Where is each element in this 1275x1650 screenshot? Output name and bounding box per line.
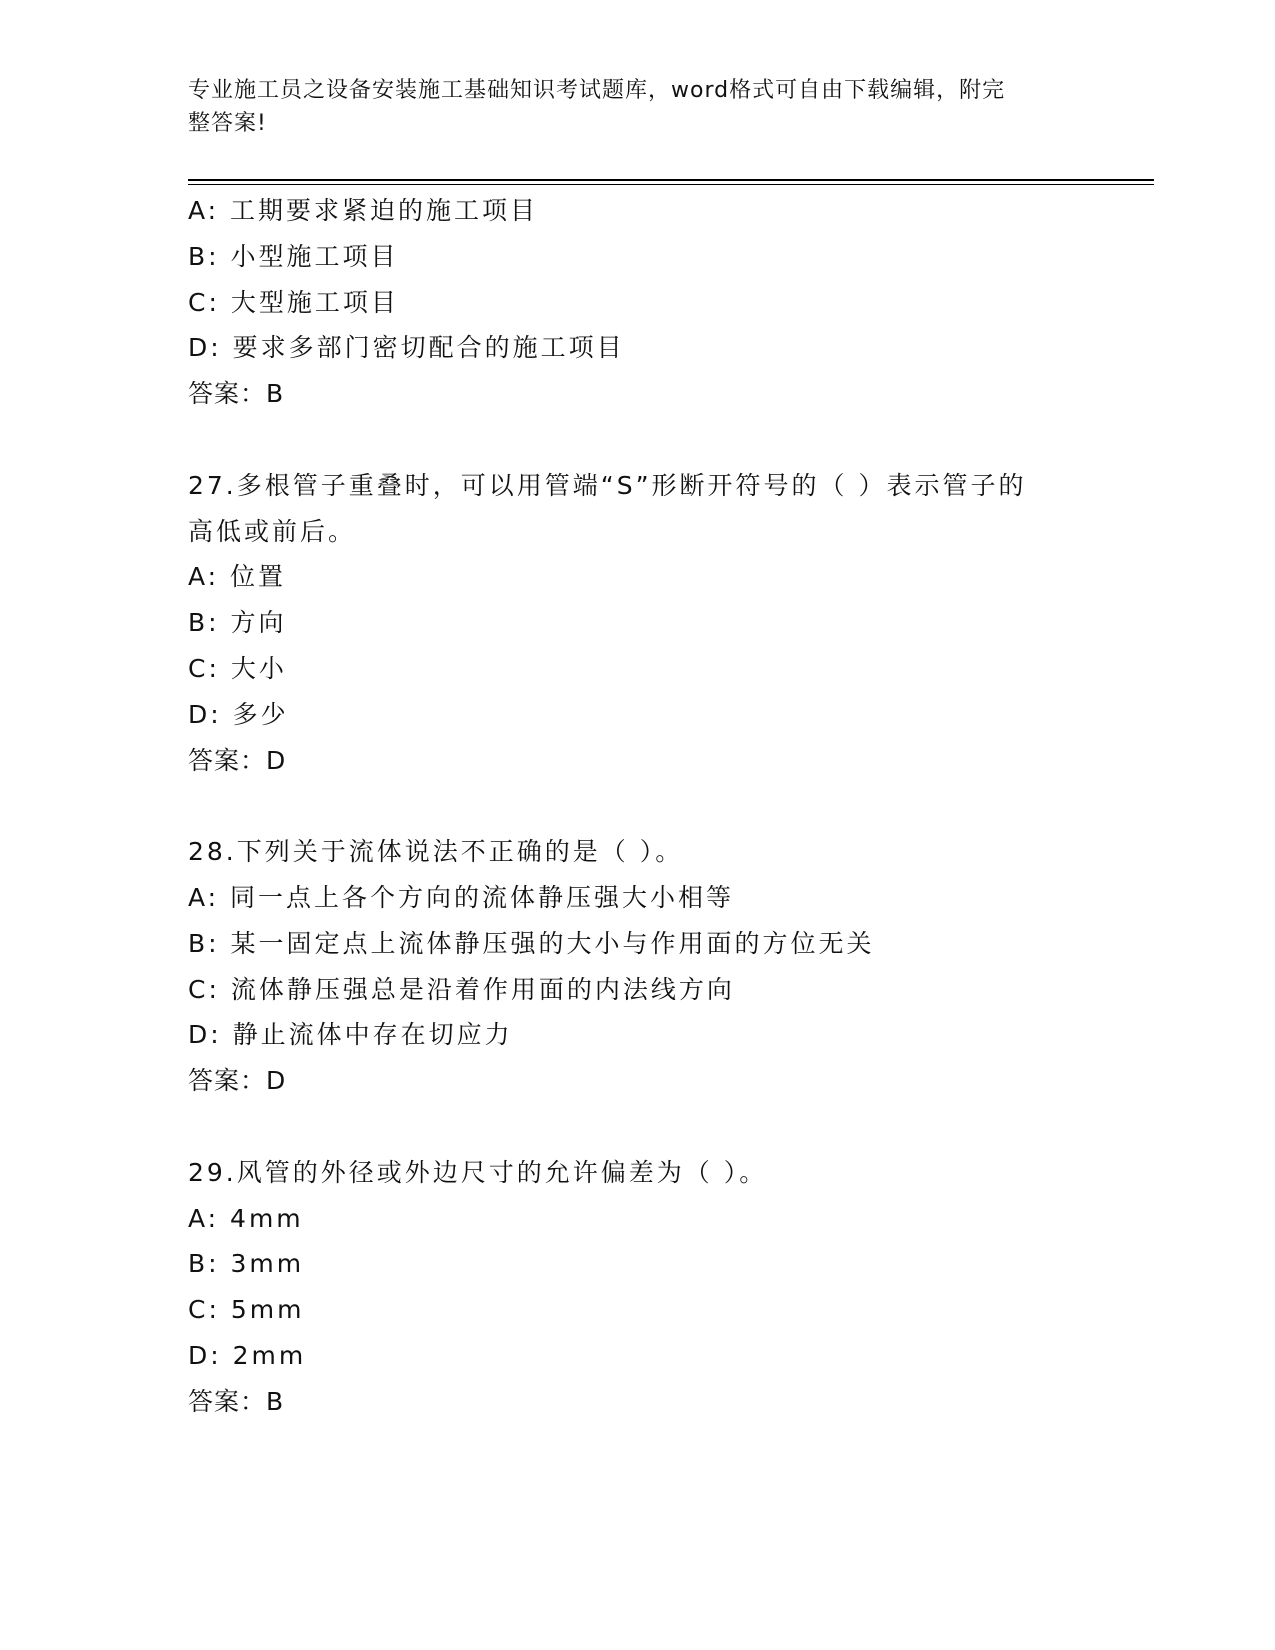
option-b: B: 某一固定点上流体静压强的大小与作用面的方位无关: [188, 928, 875, 958]
question-list: [188, 188, 1154, 1425]
answer: 答案：B: [188, 379, 285, 409]
question-27: [188, 463, 1154, 784]
header-divider-thin: [188, 184, 1154, 185]
answer: 答案：D: [188, 1066, 287, 1096]
option-c: C: 5mm: [188, 1295, 305, 1325]
document-header: [188, 74, 1068, 140]
option-b: B: 小型施工项目: [188, 241, 399, 271]
question-28: [188, 829, 1154, 1104]
option-d: D: 要求多部门密切配合的施工项目: [188, 333, 625, 363]
question-29: [188, 1150, 1154, 1425]
header-line-2: 整答案!: [188, 111, 267, 136]
question-26: [188, 188, 1154, 417]
answer: 答案：D: [188, 745, 287, 775]
header-line-1: 专业施工员之设备安装施工基础知识考试题库，word格式可自由下载编辑，附完: [188, 78, 1006, 103]
option-a: A: 同一点上各个方向的流体静压强大小相等: [188, 882, 735, 912]
option-a: A: 工期要求紧迫的施工项目: [188, 196, 539, 225]
question-stem-continued: 高低或前后。: [188, 516, 357, 546]
option-c: C: 大小: [188, 653, 287, 683]
option-d: D: 多少: [188, 699, 289, 729]
option-c: C: 流体静压强总是沿着作用面的内法线方向: [188, 974, 735, 1004]
option-b: B: 方向: [188, 608, 287, 638]
spacer: [188, 417, 1154, 463]
option-a: A: 位置: [188, 562, 287, 592]
option-d: D: 静止流体中存在切应力: [188, 1020, 513, 1050]
question-stem: 27.多根管子重叠时，可以用管端“S”形断开符号的（ ）表示管子的: [188, 470, 1027, 500]
question-stem: 28.下列关于流体说法不正确的是（ ）。: [188, 837, 684, 867]
question-stem: 29.风管的外径或外边尺寸的允许偏差为（ ）。: [188, 1157, 768, 1187]
spacer: [188, 783, 1154, 829]
option-b: B: 3mm: [188, 1249, 305, 1279]
spacer: [188, 1104, 1154, 1150]
option-d: D: 2mm: [188, 1340, 307, 1370]
option-a: A: 4mm: [188, 1203, 304, 1233]
option-c: C: 大型施工项目: [188, 287, 399, 317]
answer: 答案：B: [188, 1386, 285, 1416]
header-divider-thick: [188, 179, 1154, 181]
